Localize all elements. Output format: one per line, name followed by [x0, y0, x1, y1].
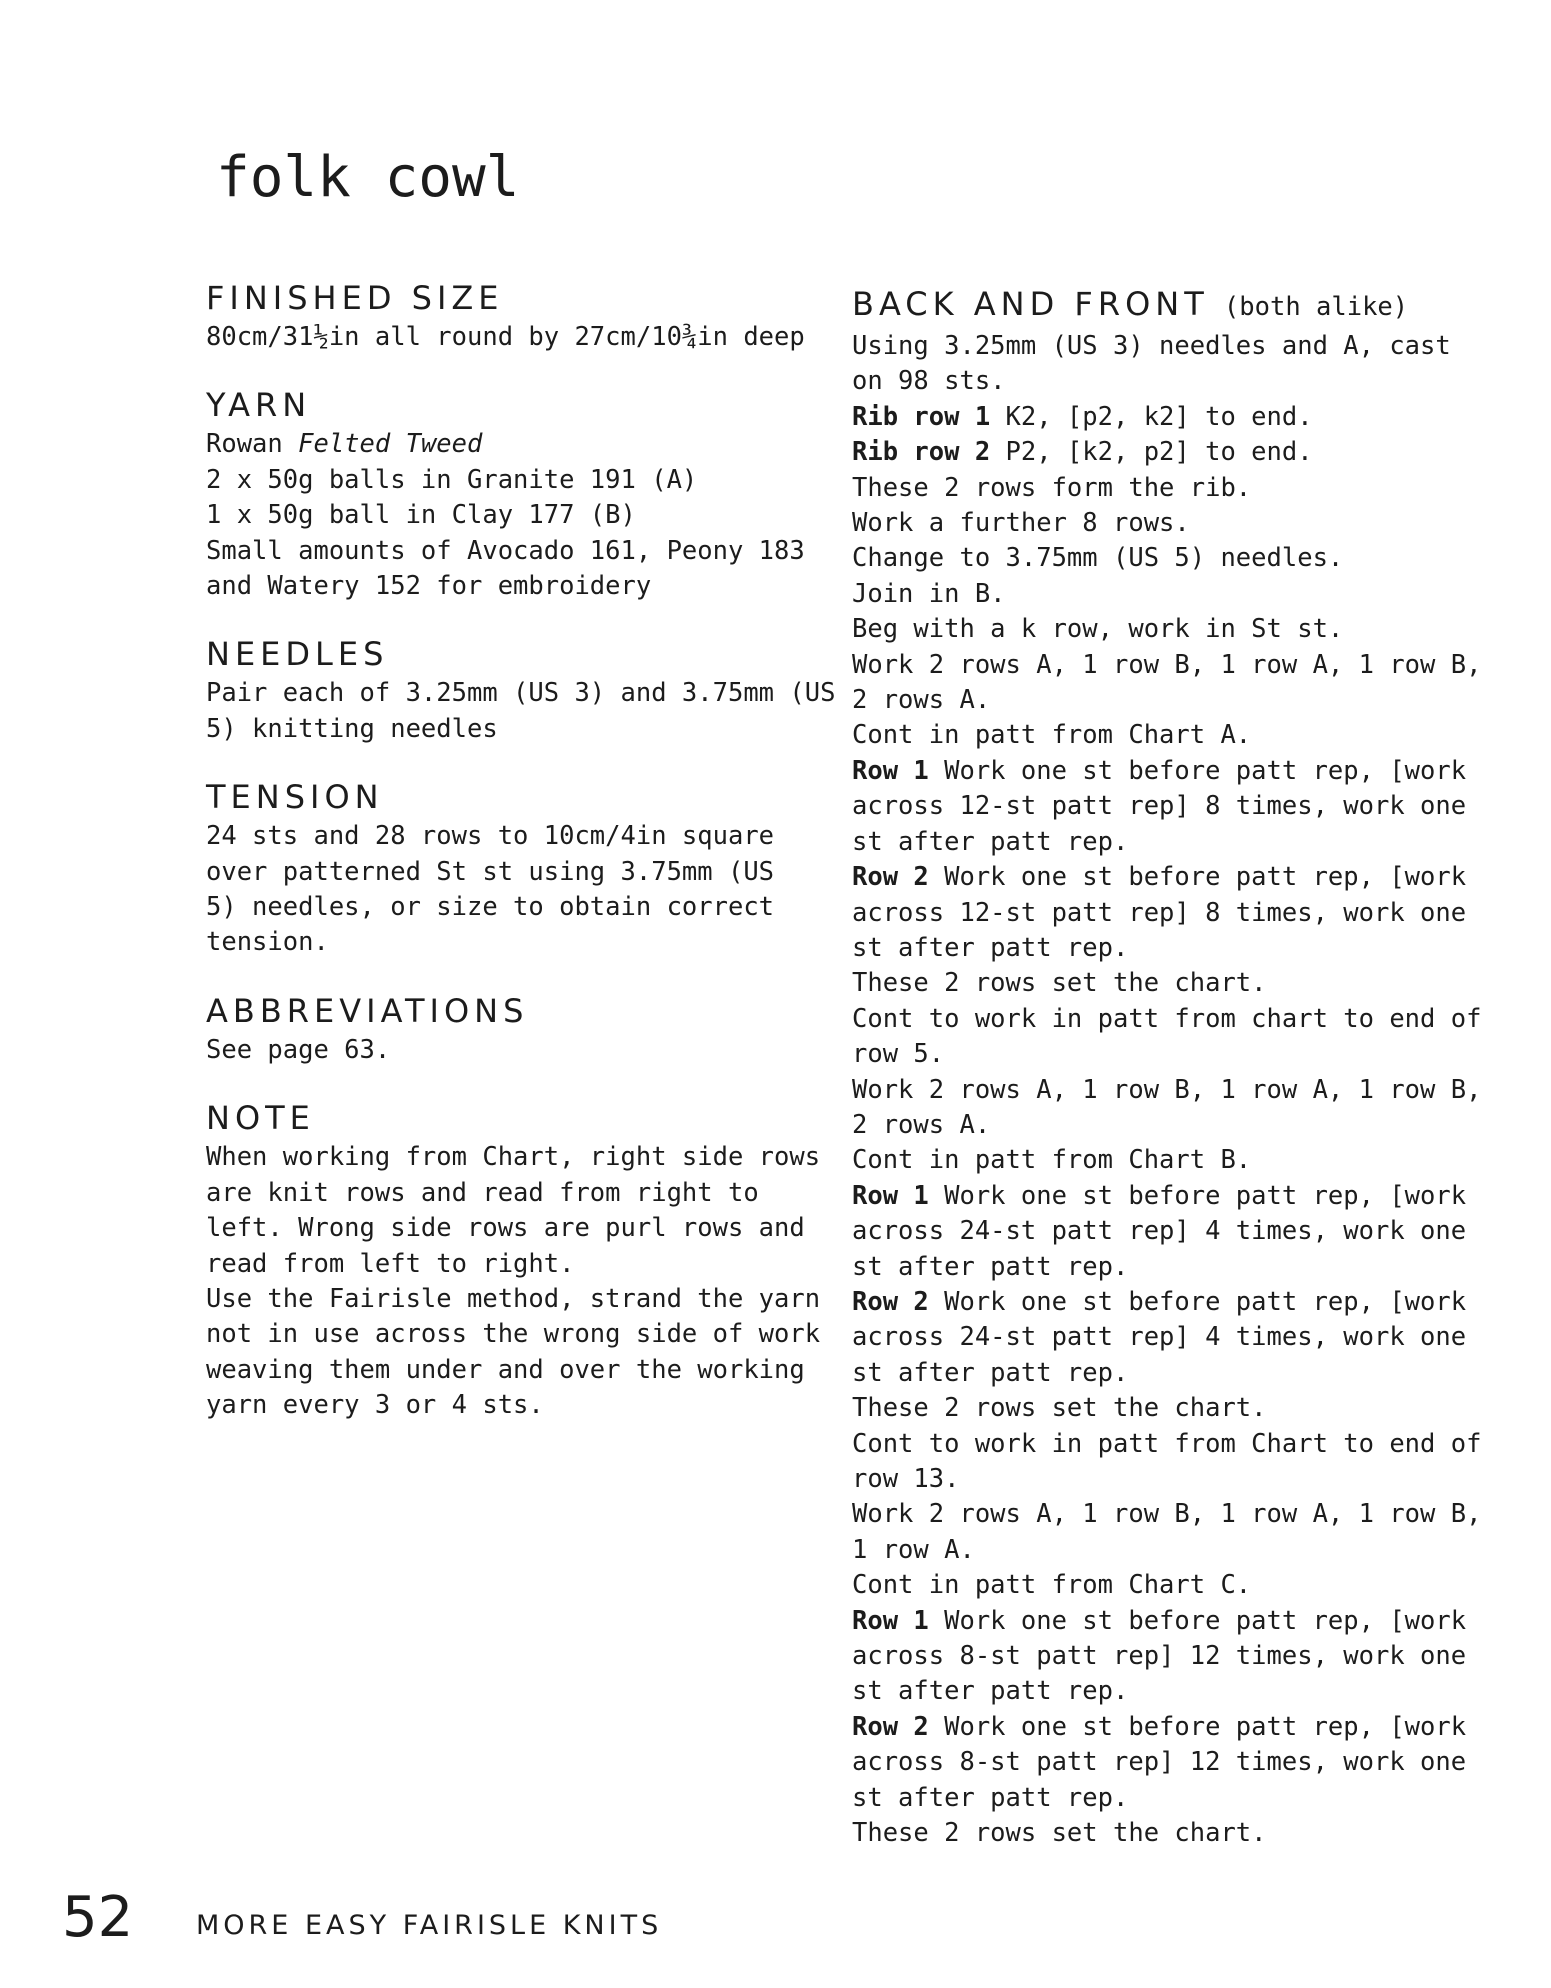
yarn-line: Small amounts of Avocado 161, Peony 183 [206, 535, 805, 566]
book-title: MORE EASY FAIRISLE KNITS [196, 1910, 663, 1941]
tension-line: 5) needles, or size to obtain correct [206, 892, 775, 923]
yarn-line: and Watery 152 for embroidery [206, 571, 652, 602]
instruction-row-label: Row 1 [852, 755, 929, 786]
instruction-text: st after patt rep. [852, 1782, 1129, 1813]
instruction-text: These 2 rows form the rib. [852, 472, 1252, 503]
instruction-text: These 2 rows set the chart. [852, 1818, 1267, 1849]
instruction-text: Join in B. [852, 578, 1006, 609]
instruction-line [852, 1285, 1472, 1320]
yarn-name: Felted Tweed [298, 429, 483, 460]
instruction-text: across 12-st patt rep] 8 times, work one [852, 897, 1467, 928]
instruction-line [852, 364, 1472, 399]
instruction-text: Work one st before patt rep, [work [928, 1605, 1467, 1636]
instruction-line [852, 1250, 1472, 1285]
note-line: weaving them under and over the working [206, 1354, 805, 1385]
note-line: not in use across the wrong side of work [206, 1319, 821, 1350]
instruction-text: Using 3.25mm (US 3) needles and A, cast [852, 331, 1451, 361]
instruction-line [852, 506, 1472, 541]
instruction-text: These 2 rows set the chart. [852, 968, 1267, 999]
instruction-line [852, 1037, 1472, 1072]
instruction-text: Cont in patt from Chart C. [852, 1570, 1252, 1601]
instruction-text: row 13. [852, 1464, 960, 1494]
instruction-text: 2 rows A. [852, 685, 991, 716]
tension-line: tension. [206, 927, 329, 958]
instruction-text: Cont to work in patt from chart to end of [852, 1003, 1482, 1034]
instruction-row-label: Row 1 [852, 1605, 929, 1636]
instruction-text: 1 row A. [852, 1534, 975, 1565]
instruction-line [852, 825, 1472, 860]
instruction-row-label: Row 2 [852, 1286, 929, 1317]
instruction-line [852, 931, 1472, 966]
note-line: are knit rows and read from right to [206, 1177, 759, 1208]
instruction-line [852, 577, 1472, 612]
instruction-text: across 8-st patt rep] 12 times, work one [852, 1747, 1467, 1778]
instruction-text: Cont in patt from Chart A. [852, 720, 1252, 751]
instruction-text: Beg with a k row, work in St st. [852, 614, 1344, 645]
instruction-line [852, 1214, 1472, 1249]
instruction-line [852, 860, 1472, 895]
instruction-line [852, 1639, 1472, 1674]
instruction-text: st after patt rep. [852, 826, 1129, 857]
instruction-line [852, 1356, 1472, 1391]
instruction-text: across 24-st patt rep] 4 times, work one [852, 1322, 1467, 1353]
instruction-text: Cont to work in patt from Chart to end of [852, 1428, 1482, 1459]
instruction-line [852, 754, 1472, 789]
instruction-line [852, 1073, 1482, 1108]
instruction-row-label: Rib row 2 [852, 437, 991, 468]
abbreviations-text: See page 63. [206, 1034, 391, 1065]
abbreviations-heading: ABBREVIATIONS [206, 991, 529, 1030]
instruction-line [852, 1604, 1472, 1639]
instruction-line [852, 1002, 1482, 1037]
left-column [206, 276, 836, 1424]
instruction-line [852, 1462, 1472, 1497]
instruction-line [852, 1710, 1472, 1745]
instruction-line [852, 612, 1472, 647]
instruction-text: st after patt rep. [852, 1676, 1129, 1707]
instruction-text: 2 rows A. [852, 1109, 991, 1140]
note-line: read from left to right. [206, 1248, 575, 1279]
instruction-line [852, 1533, 1472, 1568]
instructions-list [852, 329, 1482, 1851]
instruction-line [852, 789, 1472, 824]
instruction-line [852, 1816, 1472, 1851]
yarn-heading: YARN [206, 386, 312, 425]
right-column [852, 282, 1482, 1851]
instruction-text: These 2 rows set the chart. [852, 1393, 1267, 1424]
instruction-line [852, 1391, 1472, 1426]
back-front-heading [852, 282, 1472, 329]
instruction-text: st after patt rep. [852, 1357, 1129, 1388]
needles-line: Pair each of 3.25mm (US 3) and 3.75mm (US [206, 678, 836, 709]
instruction-text: st after patt rep. [852, 1251, 1129, 1282]
note-line: When working from Chart, right side rows [206, 1142, 821, 1173]
instruction-text: Work 2 rows A, 1 row B, 1 row A, 1 row B, [852, 649, 1482, 680]
instruction-text: Work 2 rows A, 1 row B, 1 row A, 1 row B, [852, 1499, 1482, 1530]
instruction-line [852, 1745, 1472, 1780]
needles-heading: NEEDLES [206, 635, 389, 674]
instruction-line [852, 1781, 1472, 1816]
instruction-text: on 98 sts. [852, 366, 1006, 397]
instruction-line [852, 966, 1472, 1001]
back-front-title: BACK AND FRONT [852, 285, 1209, 323]
tension-line: over patterned St st using 3.75mm (US [206, 856, 775, 887]
instruction-line [852, 435, 1472, 470]
instruction-text: Cont in patt from Chart B. [852, 1145, 1252, 1176]
instruction-text: Work 2 rows A, 1 row B, 1 row A, 1 row B, [852, 1074, 1482, 1105]
instruction-line [852, 400, 1472, 435]
instruction-text: P2, [k2, p2] to end. [990, 437, 1313, 468]
instruction-line [852, 896, 1472, 931]
instruction-line [852, 683, 1472, 718]
instruction-text: across 12-st patt rep] 8 times, work one [852, 791, 1467, 822]
instruction-text: Work one st before patt rep, [work [928, 1711, 1467, 1742]
instruction-line [852, 1568, 1472, 1603]
yarn-brand: Rowan [206, 429, 283, 460]
instruction-text: Work one st before patt rep, [work [928, 755, 1467, 786]
instruction-text: Work one st before patt rep, [work [928, 1180, 1467, 1211]
instruction-text: K2, [p2, k2] to end. [990, 401, 1313, 432]
instruction-line [852, 1320, 1472, 1355]
note-heading: NOTE [206, 1099, 315, 1138]
instruction-text: across 24-st patt rep] 4 times, work one [852, 1216, 1467, 1247]
finished-size-text: 80cm/31½in all round by 27cm/10¾in deep [206, 322, 805, 352]
finished-size-heading: FINISHED SIZE [206, 279, 504, 317]
instruction-text: st after patt rep. [852, 932, 1129, 963]
instruction-line [852, 541, 1472, 576]
instruction-line [852, 718, 1472, 753]
back-front-subheading: (both alike) [1223, 292, 1409, 322]
instruction-line [852, 329, 1472, 364]
instruction-line [852, 1497, 1482, 1532]
note-line: Use the Fairisle method, strand the yarn [206, 1283, 821, 1314]
instruction-line [852, 1674, 1472, 1709]
instruction-line [852, 1427, 1482, 1462]
instruction-text: Work one st before patt rep, [work [928, 1286, 1467, 1317]
yarn-line: 2 x 50g balls in Granite 191 (A) [206, 464, 698, 495]
yarn-line: 1 x 50g ball in Clay 177 (B) [206, 500, 636, 531]
instruction-text: row 5. [852, 1039, 945, 1070]
instruction-row-label: Rib row 1 [852, 401, 991, 432]
instruction-line [852, 1179, 1472, 1214]
instruction-text: across 8-st patt rep] 12 times, work one [852, 1641, 1467, 1672]
instruction-row-label: Row 1 [852, 1180, 929, 1211]
page-title: folk cowl [216, 145, 520, 210]
instruction-row-label: Row 2 [852, 1711, 929, 1742]
instruction-text: Change to 3.75mm (US 5) needles. [852, 543, 1344, 574]
instruction-line [852, 1108, 1472, 1143]
instruction-row-label: Row 2 [852, 862, 929, 893]
instruction-line [852, 471, 1472, 506]
tension-line: 24 sts and 28 rows to 10cm/4in square [206, 821, 775, 852]
instruction-line [852, 1143, 1472, 1178]
instruction-text: Work one st before patt rep, [work [928, 862, 1467, 893]
tension-heading: TENSION [206, 778, 384, 817]
instruction-text: Work a further 8 rows. [852, 508, 1190, 539]
note-line: left. Wrong side rows are purl rows and [206, 1213, 805, 1244]
page-number: 52 [62, 1885, 134, 1950]
note-line: yarn every 3 or 4 sts. [206, 1390, 544, 1421]
needles-line: 5) knitting needles [206, 713, 498, 744]
instruction-line [852, 648, 1482, 683]
yarn-brand-line [206, 427, 816, 462]
